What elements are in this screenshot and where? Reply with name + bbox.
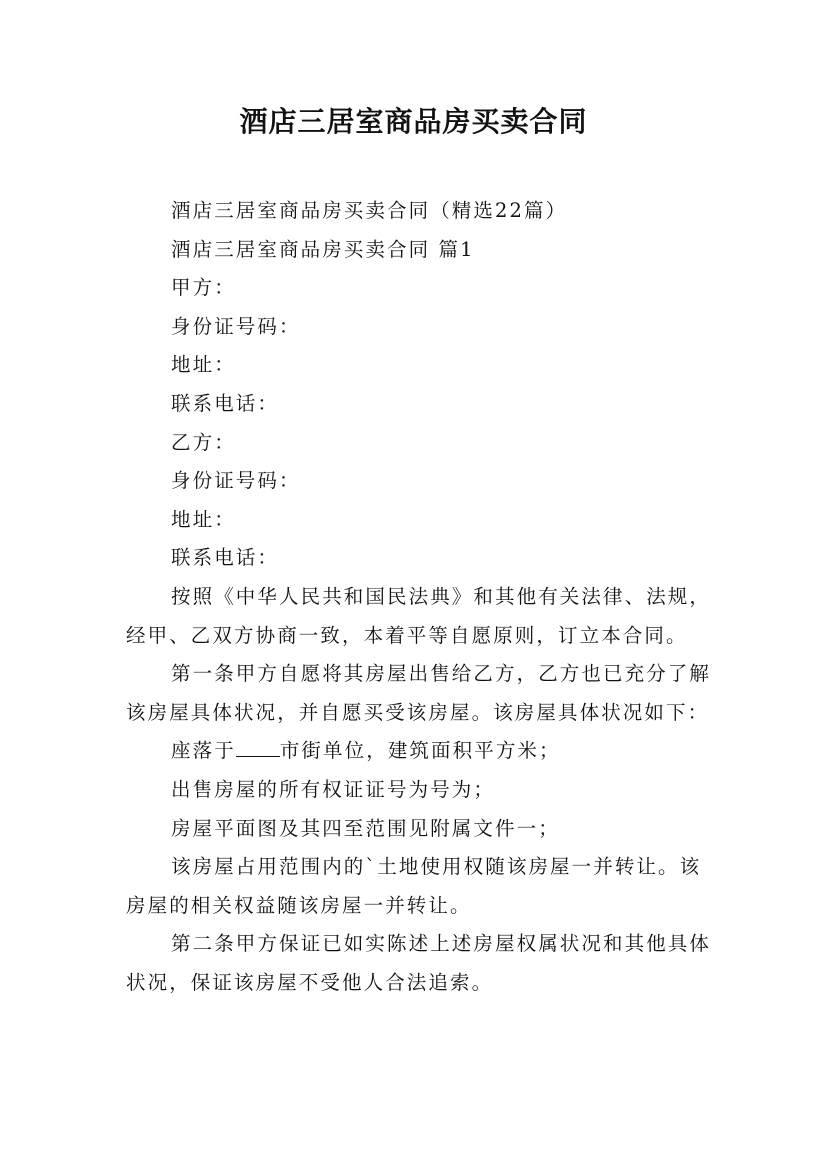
section-heading: 酒店三居室商品房买卖合同 篇1 bbox=[171, 237, 475, 261]
party-b-address-label: 地址： bbox=[171, 507, 236, 531]
document-body bbox=[126, 192, 716, 1002]
floor-plan-paragraph: 房屋平面图及其四至范围见附属文件一； bbox=[171, 816, 560, 840]
article-2-paragraph: 第二条甲方保证已如实陈述上述房屋权属状况和其他具体状况，保证该房屋不受他人合法追索。 bbox=[126, 932, 712, 994]
location-prefix: 座落于 bbox=[171, 739, 236, 763]
location-suffix: 市街单位，建筑面积平方米； bbox=[279, 739, 561, 763]
certificate-paragraph: 出售房屋的所有权证证号为号为； bbox=[171, 777, 496, 801]
party-b-label: 乙方： bbox=[171, 430, 236, 454]
land-use-paragraph: 该房屋占用范围内的`土地使用权随该房屋一并转让。该房屋的相关权益随该房屋一并转让。 bbox=[126, 855, 702, 917]
party-a-label: 甲方： bbox=[171, 276, 236, 300]
document-title: 酒店三居室商品房买卖合同 bbox=[239, 105, 588, 138]
subtitle-paragraph: 酒店三居室商品房买卖合同（精选22篇） bbox=[171, 199, 568, 222]
article-1-paragraph: 第一条甲方自愿将其房屋出售给乙方，乙方也已充分了解该房屋具体状况，并自愿买受该房屋。该房屋具体状况如下： bbox=[126, 662, 712, 724]
party-a-id-label: 身份证号码： bbox=[171, 314, 301, 338]
preamble-paragraph: 按照《中华人民共和国民法典》和其他有关法律、法规，经甲、乙双方协商一致，本着平等自愿原则，订立本合同。 bbox=[126, 584, 712, 647]
blank-underline bbox=[236, 738, 280, 757]
party-b-id-label: 身份证号码： bbox=[171, 469, 301, 493]
party-a-phone-label: 联系电话： bbox=[171, 391, 280, 415]
party-b-phone-label: 联系电话： bbox=[171, 546, 280, 570]
party-a-address-label: 地址： bbox=[171, 353, 236, 377]
location-paragraph bbox=[126, 732, 716, 771]
